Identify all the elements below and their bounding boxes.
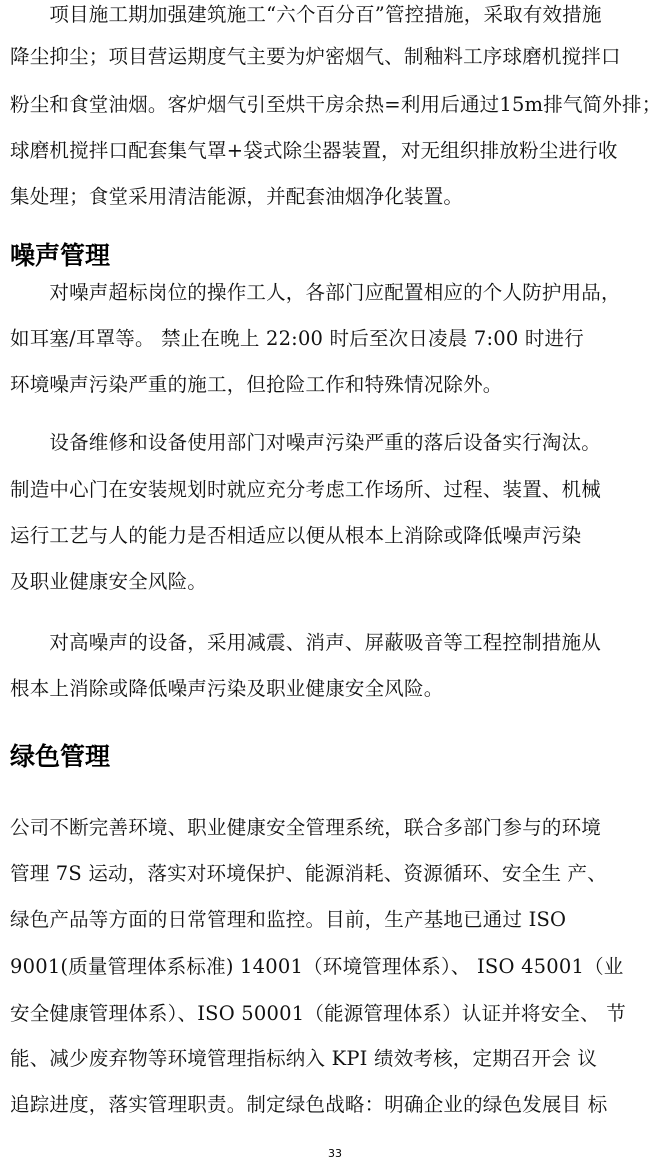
green-paragraph-line-6: 能、减少废弃物等环境管理指标纳入 KPI 绩效考核，定期召开会 议 <box>10 1047 598 1070</box>
page-number: 33 <box>328 1147 342 1160</box>
noise-paragraph-3-line-1: 对高噪声的设备，采用减震、消声、屏蔽吸音等工程控制措施从 <box>10 631 602 654</box>
noise-paragraph-1-line-3: 环境噪声污染严重的施工，但抢险工作和特殊情况除外。 <box>10 373 503 396</box>
dust-paragraph-line-4: 球磨机搅拌口配套集气罩+袋式除尘器装置，对无组织排放粉尘进行收 <box>10 139 618 162</box>
dust-paragraph-line-2: 降尘抑尘；项目营运期度气主要为炉密烟气、制釉料工序球磨机搅拌口 <box>10 45 621 68</box>
green-paragraph-line-3: 绿色产品等方面的日常管理和监控。目前，生产基地已通过 ISO <box>10 908 567 931</box>
dust-paragraph-line-1: 项目施工期加强建筑施工“六个百分百”管控措施，采取有效措施 <box>10 3 602 26</box>
green-paragraph-line-5: 安全健康管理体系）、ISO 50001（能源管理体系）认证并将安全、 节 <box>10 1002 626 1025</box>
noise-paragraph-2-line-3: 运行工艺与人的能力是否相适应以便从根本上消除或降低噪声污染 <box>10 524 582 547</box>
dust-paragraph-line-5: 集处理；食堂采用清洁能源，并配套油烟净化装置。 <box>10 185 464 208</box>
green-paragraph-line-2: 管理 7S 运动，落实对环境保护、能源消耗、资源循环、安全生 产、 <box>10 862 607 885</box>
dust-paragraph-line-3: 粉尘和食堂油烟。客炉烟气引至烘干房余热=利用后通过15m排气简外排； <box>10 93 662 116</box>
noise-paragraph-2-line-1: 设备维修和设备使用部门对噪声污染严重的落后设备实行淘汰。 <box>10 431 602 454</box>
noise-paragraph-2-line-2: 制造中心门在安装规划时就应充分考虑工作场所、过程、装置、机械 <box>10 478 602 501</box>
green-management-heading: 绿色管理 <box>10 742 111 771</box>
noise-paragraph-1-line-1: 对噪声超标岗位的操作工人，各部门应配置相应的个人防护用品， <box>10 281 621 304</box>
noise-paragraph-3-line-2: 根本上消除或降低噪声污染及职业健康安全风险。 <box>10 677 444 700</box>
noise-paragraph-2-line-4: 及职业健康安全风险。 <box>10 570 208 593</box>
noise-paragraph-1-line-2: 如耳塞/耳罩等。 禁止在晚上 22:00 时后至次日凌晨 7:00 时进行 <box>10 327 584 350</box>
green-paragraph-line-4: 9001(质量管理体系标准) 14001（环境管理体系）、 ISO 45001（业 <box>10 955 624 978</box>
noise-management-heading: 噪声管理 <box>10 241 111 270</box>
green-paragraph-line-1: 公司不断完善环境、职业健康安全管理系统，联合多部门参与的环境 <box>10 816 602 839</box>
green-paragraph-line-7: 追踪进度，落实管理职责。制定绿色战略：明确企业的绿色发展目 标 <box>10 1093 608 1116</box>
